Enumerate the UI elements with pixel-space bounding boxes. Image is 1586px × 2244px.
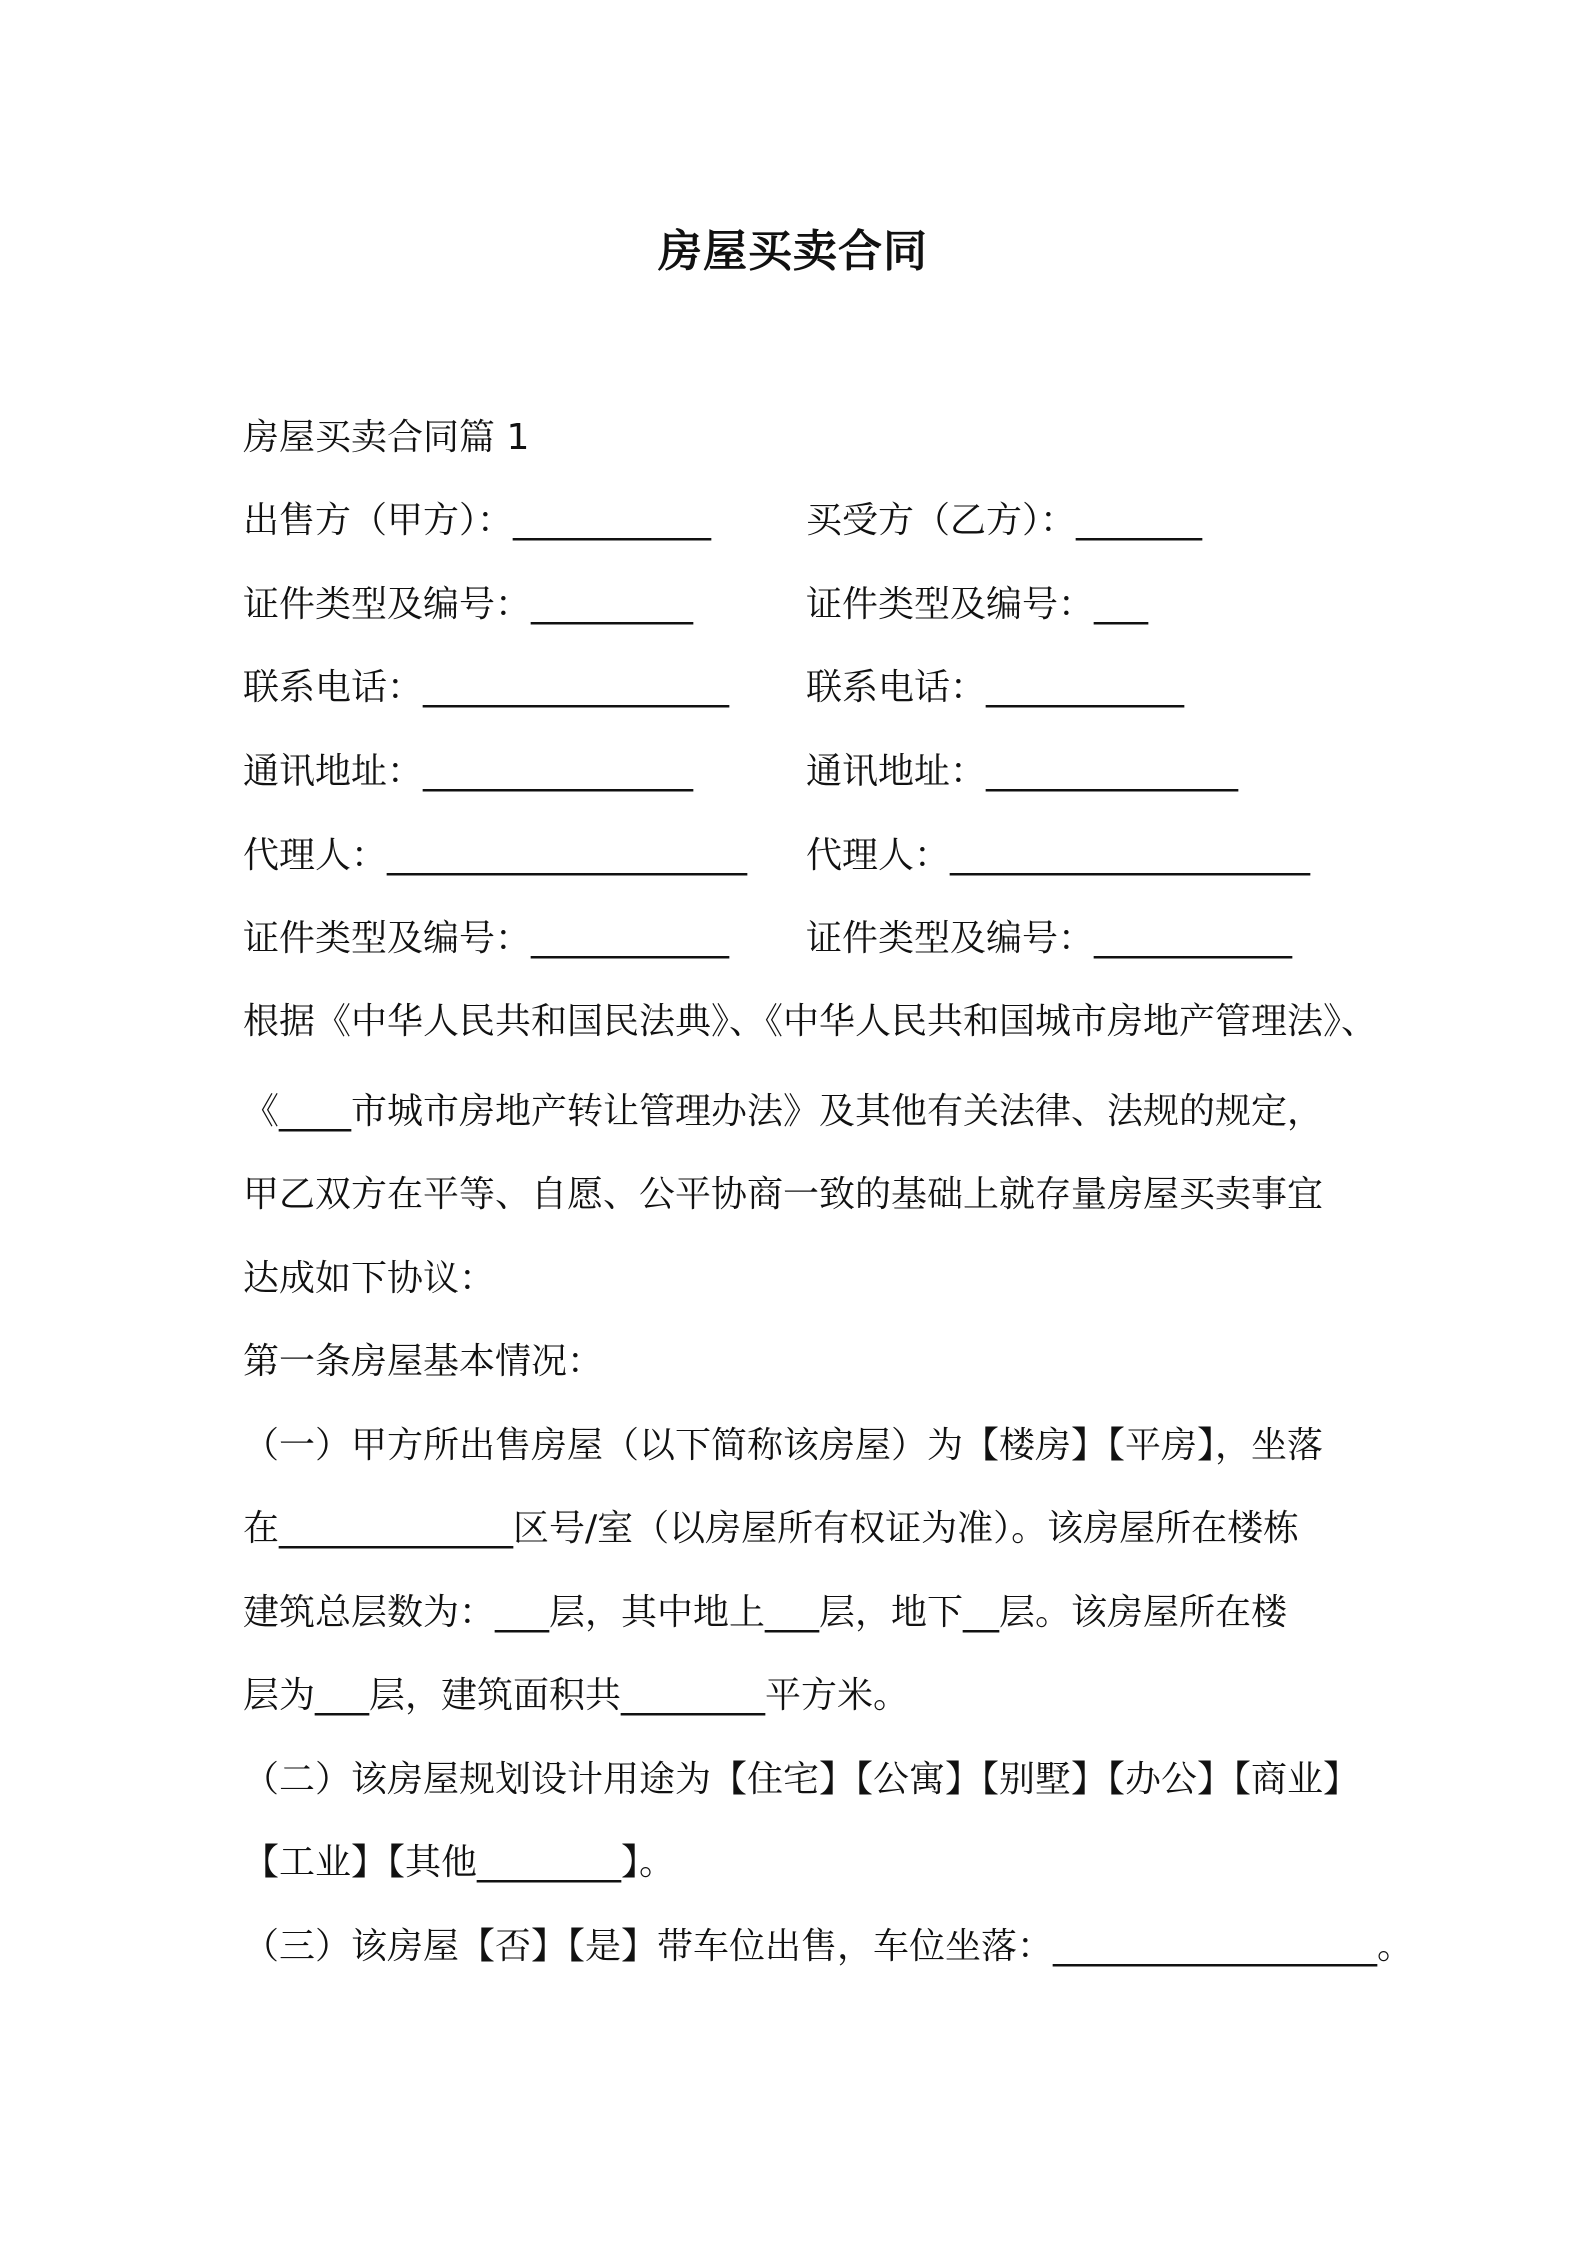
buyer-address-line: 通讯地址：______________ bbox=[806, 751, 1239, 792]
body-line-11: 【工业】【其他________】。 bbox=[243, 1842, 676, 1883]
body-line-3: 甲乙双方在平等、自愿、公平协商一致的基础上就存量房屋买卖事宜 bbox=[243, 1174, 1324, 1215]
body-line-8: 建筑总层数为：___层，其中地上___层，地下__层。该房屋所在楼 bbox=[243, 1592, 1288, 1633]
buyer-agent-id-line: 证件类型及编号：___________ bbox=[806, 918, 1293, 959]
buyer-id-line: 证件类型及编号：___ bbox=[806, 584, 1149, 625]
body-line-7: 在_____________区号/室（以房屋所有权证为准）。该房屋所在楼栋 bbox=[243, 1508, 1300, 1549]
body-line-5: 第一条房屋基本情况： bbox=[243, 1341, 604, 1382]
body-line-12: （三）该房屋【否】【是】带车位出售，车位坐落：__________________。 bbox=[243, 1926, 1414, 1967]
body-line-4: 达成如下协议： bbox=[243, 1258, 496, 1299]
seller-party-line: 出售方（甲方）：___________ bbox=[243, 500, 712, 541]
document-title: 房屋买卖合同 bbox=[658, 226, 928, 277]
section-heading: 房屋买卖合同篇 1 bbox=[243, 417, 530, 458]
seller-phone-line: 联系电话：_________________ bbox=[243, 667, 730, 708]
buyer-party-line: 买受方（乙方）：_______ bbox=[806, 500, 1203, 541]
buyer-agent-line: 代理人：____________________ bbox=[806, 835, 1311, 876]
body-line-6: （一）甲方所出售房屋（以下简称该房屋）为【楼房】【平房】，坐落 bbox=[243, 1425, 1324, 1466]
body-line-10: （二）该房屋规划设计用途为【住宅】【公寓】【别墅】【办公】【商业】 bbox=[243, 1759, 1360, 1800]
seller-agent-id-line: 证件类型及编号：___________ bbox=[243, 918, 730, 959]
seller-address-line: 通讯地址：_______________ bbox=[243, 751, 694, 792]
body-line-1: 根据《中华人民共和国民法典》、《中华人民共和国城市房地产管理法》、 bbox=[243, 1001, 1378, 1042]
body-line-9: 层为___层，建筑面积共________平方米。 bbox=[243, 1675, 910, 1716]
seller-id-line: 证件类型及编号：_________ bbox=[243, 584, 694, 625]
buyer-phone-line: 联系电话：___________ bbox=[806, 667, 1185, 708]
body-line-2: 《____市城市房地产转让管理办法》及其他有关法律、法规的规定， bbox=[243, 1091, 1324, 1132]
seller-agent-line: 代理人：____________________ bbox=[243, 835, 748, 876]
